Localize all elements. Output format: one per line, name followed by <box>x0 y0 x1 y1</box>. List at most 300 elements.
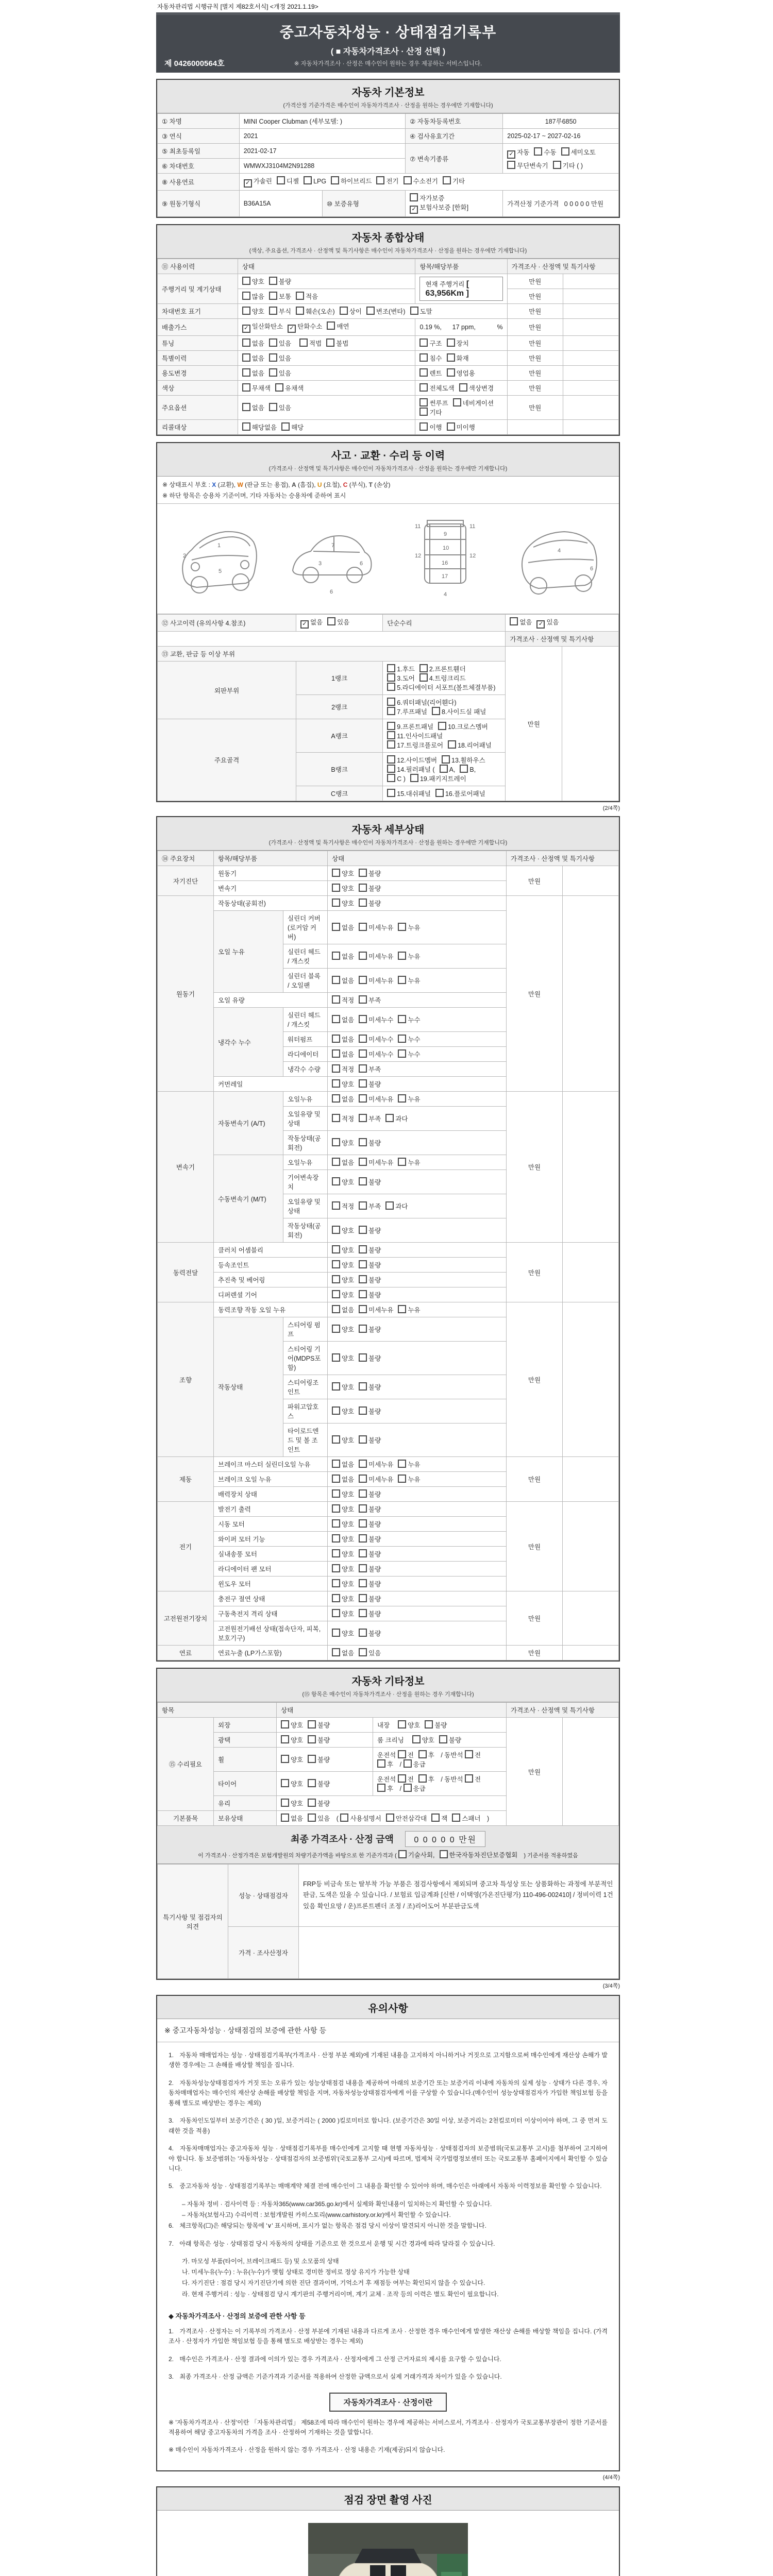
checkbox-option[interactable] <box>359 1260 381 1269</box>
checkbox-option[interactable] <box>269 353 291 363</box>
checkbox-option[interactable] <box>332 899 354 908</box>
checkbox-box[interactable] <box>377 1759 385 1768</box>
checkbox-option[interactable] <box>385 1114 408 1123</box>
checkbox-option[interactable] <box>332 1475 354 1484</box>
checkbox-option[interactable] <box>332 1177 354 1187</box>
checkbox-box[interactable] <box>359 1201 367 1210</box>
checkbox-box[interactable] <box>359 884 367 892</box>
checkbox-box[interactable]: ✓ <box>507 150 515 159</box>
checkbox-box[interactable] <box>440 765 448 773</box>
checkbox-option[interactable] <box>460 765 476 773</box>
checkbox-box[interactable] <box>332 1305 340 1313</box>
checkbox-box[interactable] <box>332 1079 340 1088</box>
checkbox-box[interactable] <box>332 1325 340 1333</box>
checkbox-option[interactable] <box>331 176 372 185</box>
checkbox-option[interactable] <box>332 1079 354 1089</box>
checkbox-option[interactable] <box>242 353 264 363</box>
checkbox-option[interactable] <box>398 1774 414 1784</box>
checkbox-option[interactable] <box>447 353 469 363</box>
checkbox-box[interactable] <box>332 995 340 1004</box>
checkbox-option[interactable] <box>269 307 291 316</box>
checkbox-box[interactable] <box>308 1814 316 1822</box>
checkbox-box[interactable] <box>359 1406 367 1415</box>
checkbox-option[interactable] <box>332 1609 354 1618</box>
checkbox-box[interactable] <box>419 398 428 406</box>
checkbox-box[interactable]: ✓ <box>410 206 418 214</box>
checkbox-option[interactable] <box>453 398 494 408</box>
checkbox-option[interactable] <box>332 1094 354 1104</box>
checkbox-option[interactable] <box>425 1720 447 1730</box>
checkbox-box[interactable] <box>419 664 428 672</box>
checkbox-box[interactable] <box>398 952 406 960</box>
checkbox-box[interactable] <box>359 1290 367 1298</box>
checkbox-box[interactable] <box>359 899 367 907</box>
checkbox-box[interactable] <box>359 1564 367 1572</box>
checkbox-box[interactable] <box>332 1064 340 1073</box>
checkbox-box[interactable] <box>332 1475 340 1483</box>
checkbox-option[interactable] <box>332 1435 354 1445</box>
checkbox-box[interactable] <box>359 1275 367 1283</box>
checkbox-box[interactable] <box>510 617 518 625</box>
checkbox-option[interactable] <box>242 292 264 301</box>
checkbox-option[interactable] <box>419 338 442 348</box>
checkbox-option[interactable] <box>332 1489 354 1499</box>
checkbox-option[interactable] <box>332 1564 354 1573</box>
checkbox-box[interactable] <box>359 923 367 931</box>
checkbox-option[interactable] <box>304 176 326 185</box>
checkbox-option[interactable] <box>432 707 486 716</box>
checkbox-box[interactable] <box>398 1774 406 1783</box>
checkbox-option[interactable] <box>269 277 291 286</box>
checkbox-option[interactable] <box>447 422 475 432</box>
checkbox-box[interactable] <box>447 353 455 362</box>
checkbox-box[interactable] <box>419 383 428 392</box>
checkbox-box[interactable] <box>561 147 569 156</box>
checkbox-option[interactable] <box>359 1609 381 1618</box>
checkbox-option[interactable] <box>387 731 443 740</box>
checkbox-option[interactable] <box>359 1475 393 1484</box>
checkbox-box[interactable] <box>308 1779 316 1787</box>
checkbox-box[interactable] <box>419 408 428 416</box>
checkbox-option[interactable] <box>359 1275 381 1284</box>
checkbox-option[interactable] <box>387 698 456 707</box>
checkbox-option[interactable] <box>281 1814 303 1823</box>
checkbox-box[interactable] <box>340 307 348 315</box>
checkbox-box[interactable] <box>332 884 340 892</box>
checkbox-box[interactable] <box>359 1079 367 1088</box>
checkbox-option[interactable] <box>242 338 264 348</box>
checkbox-option[interactable] <box>359 1158 393 1167</box>
checkbox-box[interactable] <box>281 1799 289 1807</box>
checkbox-box[interactable] <box>398 1049 406 1058</box>
checkbox-box[interactable] <box>308 1735 316 1743</box>
checkbox-option[interactable] <box>447 368 475 378</box>
checkbox-box[interactable] <box>359 1504 367 1513</box>
checkbox-option[interactable] <box>332 1504 354 1514</box>
checkbox-option[interactable] <box>359 1382 381 1392</box>
checkbox-option[interactable] <box>398 976 420 985</box>
checkbox-option[interactable] <box>398 952 420 961</box>
checkbox-box[interactable] <box>418 1774 427 1783</box>
checkbox-box[interactable] <box>308 1755 316 1763</box>
checkbox-box[interactable] <box>332 1015 340 1023</box>
checkbox-box[interactable] <box>398 1158 406 1166</box>
checkbox-option[interactable] <box>359 1460 393 1469</box>
checkbox-box[interactable] <box>359 1489 367 1498</box>
checkbox-option[interactable] <box>386 1814 427 1823</box>
checkbox-option[interactable] <box>281 1799 303 1808</box>
checkbox-box[interactable] <box>332 1648 340 1656</box>
checkbox-option[interactable] <box>507 161 548 170</box>
checkbox-option[interactable] <box>308 1735 330 1744</box>
checkbox-option[interactable] <box>332 1460 354 1469</box>
checkbox-option[interactable] <box>281 1735 303 1744</box>
checkbox-option[interactable] <box>387 765 434 774</box>
checkbox-option[interactable] <box>553 161 583 170</box>
checkbox-option[interactable] <box>359 1064 381 1074</box>
checkbox-box[interactable] <box>425 1720 433 1728</box>
checkbox-option[interactable] <box>332 1629 354 1638</box>
checkbox-option[interactable] <box>359 1435 381 1445</box>
checkbox-option[interactable] <box>359 1594 381 1603</box>
checkbox-option[interactable] <box>332 976 354 985</box>
checkbox-option[interactable] <box>332 1549 354 1558</box>
checkbox-option[interactable] <box>359 1015 393 1024</box>
checkbox-box[interactable] <box>359 1534 367 1543</box>
checkbox-option[interactable] <box>410 307 432 316</box>
checkbox-box[interactable] <box>332 1534 340 1543</box>
checkbox-box[interactable] <box>387 731 395 739</box>
checkbox-option[interactable] <box>327 617 349 626</box>
checkbox-box[interactable] <box>359 1460 367 1468</box>
checkbox-option[interactable] <box>419 353 442 363</box>
checkbox-option[interactable] <box>359 1245 381 1255</box>
checkbox-box[interactable] <box>359 1049 367 1058</box>
checkbox-box[interactable] <box>447 338 455 347</box>
checkbox-box[interactable] <box>332 1579 340 1587</box>
checkbox-option[interactable] <box>327 321 349 331</box>
checkbox-option[interactable] <box>359 1325 381 1334</box>
checkbox-option[interactable] <box>281 1779 303 1788</box>
checkbox-option[interactable] <box>277 176 299 185</box>
checkbox-box[interactable] <box>387 698 395 706</box>
checkbox-box[interactable] <box>269 307 277 315</box>
checkbox-box[interactable] <box>534 147 542 156</box>
checkbox-option[interactable] <box>418 1750 434 1759</box>
checkbox-box[interactable] <box>398 1475 406 1483</box>
checkbox-option[interactable] <box>359 1049 393 1059</box>
checkbox-option[interactable] <box>332 1382 354 1392</box>
checkbox-option[interactable] <box>431 1814 447 1823</box>
checkbox-box[interactable] <box>359 1325 367 1333</box>
checkbox-option[interactable] <box>332 1035 354 1044</box>
checkbox-box[interactable] <box>359 952 367 960</box>
checkbox-option[interactable] <box>410 202 468 214</box>
checkbox-box[interactable] <box>275 383 283 392</box>
checkbox-box[interactable] <box>412 1735 421 1743</box>
checkbox-box[interactable] <box>332 1138 340 1146</box>
checkbox-box[interactable] <box>332 1275 340 1283</box>
checkbox-option[interactable] <box>377 1759 393 1769</box>
checkbox-box[interactable] <box>459 383 467 392</box>
checkbox-box[interactable] <box>332 1519 340 1528</box>
checkbox-box[interactable] <box>332 1290 340 1298</box>
checkbox-option[interactable] <box>439 1735 461 1744</box>
checkbox-option[interactable] <box>452 1814 480 1823</box>
checkbox-box[interactable] <box>332 1245 340 1253</box>
checkbox-option[interactable] <box>332 923 354 932</box>
checkbox-box[interactable] <box>332 1226 340 1234</box>
checkbox-option[interactable] <box>359 923 393 932</box>
checkbox-box[interactable] <box>332 869 340 877</box>
checkbox-box[interactable] <box>326 338 334 347</box>
checkbox-box[interactable] <box>460 765 468 773</box>
checkbox-box[interactable] <box>553 161 561 169</box>
checkbox-box[interactable] <box>387 765 395 773</box>
checkbox-box[interactable] <box>269 353 277 362</box>
checkbox-option[interactable] <box>359 1564 381 1573</box>
checkbox-option[interactable] <box>447 338 469 348</box>
checkbox-box[interactable] <box>359 1629 367 1637</box>
checkbox-box[interactable] <box>299 338 308 347</box>
checkbox-box[interactable] <box>359 1226 367 1234</box>
checkbox-box[interactable] <box>410 307 418 315</box>
checkbox-box[interactable] <box>332 1260 340 1268</box>
checkbox-option[interactable] <box>398 1305 420 1314</box>
checkbox-box[interactable] <box>332 1629 340 1637</box>
checkbox-option[interactable] <box>387 673 415 683</box>
checkbox-box[interactable] <box>332 1177 340 1185</box>
checkbox-option[interactable] <box>242 307 264 316</box>
checkbox-option[interactable] <box>269 292 291 301</box>
checkbox-option[interactable] <box>281 1755 303 1764</box>
checkbox-box[interactable] <box>277 176 285 184</box>
checkbox-option[interactable] <box>387 740 443 750</box>
checkbox-box[interactable] <box>281 1779 289 1787</box>
checkbox-box[interactable] <box>332 1504 340 1513</box>
checkbox-option[interactable] <box>359 869 381 878</box>
checkbox-box[interactable] <box>385 1114 394 1122</box>
checkbox-option[interactable] <box>359 1519 381 1529</box>
checkbox-option[interactable] <box>242 368 264 378</box>
checkbox-box[interactable] <box>387 664 395 672</box>
checkbox-option[interactable] <box>419 408 442 417</box>
checkbox-option[interactable] <box>359 1094 393 1104</box>
checkbox-option[interactable] <box>332 1245 354 1255</box>
checkbox-option[interactable] <box>359 1406 381 1416</box>
checkbox-box[interactable] <box>281 1720 289 1728</box>
checkbox-option[interactable] <box>359 1305 393 1314</box>
checkbox-box[interactable] <box>359 1245 367 1253</box>
checkbox-box[interactable] <box>340 1814 348 1822</box>
checkbox-box[interactable] <box>359 995 367 1004</box>
checkbox-option[interactable] <box>410 193 444 202</box>
checkbox-option[interactable] <box>275 383 304 393</box>
checkbox-option[interactable] <box>359 1353 381 1363</box>
checkbox-box[interactable] <box>438 722 446 730</box>
checkbox-option[interactable] <box>359 995 381 1005</box>
checkbox-box[interactable] <box>242 422 250 431</box>
checkbox-box[interactable] <box>308 1720 316 1728</box>
checkbox-box[interactable] <box>308 1799 316 1807</box>
checkbox-option[interactable] <box>332 1290 354 1299</box>
checkbox-option[interactable] <box>398 923 420 932</box>
checkbox-box[interactable] <box>359 1158 367 1166</box>
checkbox-box[interactable] <box>419 422 428 431</box>
checkbox-box[interactable] <box>387 683 395 691</box>
checkbox-box[interactable] <box>332 1353 340 1362</box>
checkbox-box[interactable] <box>387 789 395 797</box>
checkbox-box[interactable] <box>418 1750 427 1758</box>
checkbox-box[interactable] <box>387 774 395 782</box>
checkbox-box[interactable] <box>359 1305 367 1313</box>
checkbox-box[interactable] <box>359 1519 367 1528</box>
checkbox-option[interactable] <box>398 1035 420 1044</box>
checkbox-option[interactable] <box>332 1260 354 1269</box>
checkbox-option[interactable] <box>308 1799 330 1808</box>
checkbox-box[interactable] <box>447 368 455 377</box>
checkbox-box[interactable] <box>359 1064 367 1073</box>
checkbox-option[interactable] <box>442 755 485 765</box>
checkbox-option[interactable] <box>332 1049 354 1059</box>
checkbox-option[interactable] <box>435 789 485 798</box>
checkbox-box[interactable] <box>404 176 412 184</box>
checkbox-option[interactable] <box>359 1177 381 1187</box>
checkbox-box[interactable] <box>359 1353 367 1362</box>
checkbox-box[interactable] <box>386 1814 394 1822</box>
checkbox-box[interactable] <box>435 789 444 797</box>
checkbox-box[interactable] <box>387 755 395 764</box>
checkbox-box[interactable] <box>404 1784 412 1792</box>
checkbox-option[interactable] <box>359 1489 381 1499</box>
checkbox-option[interactable] <box>440 1850 518 1859</box>
checkbox-option[interactable] <box>332 1114 354 1123</box>
checkbox-option[interactable] <box>332 1406 354 1416</box>
checkbox-option[interactable] <box>242 277 264 286</box>
checkbox-box[interactable] <box>269 403 277 411</box>
checkbox-option[interactable] <box>340 1814 381 1823</box>
checkbox-option[interactable] <box>332 884 354 893</box>
checkbox-box[interactable] <box>296 307 304 315</box>
checkbox-box[interactable] <box>332 1460 340 1468</box>
checkbox-option[interactable] <box>359 1648 381 1657</box>
checkbox-box[interactable] <box>419 338 428 347</box>
checkbox-box[interactable] <box>377 1784 385 1792</box>
checkbox-box[interactable] <box>332 1435 340 1444</box>
checkbox-option[interactable] <box>332 1594 354 1603</box>
checkbox-option[interactable] <box>359 1534 381 1544</box>
checkbox-option[interactable] <box>404 176 438 185</box>
checkbox-option[interactable] <box>359 884 381 893</box>
checkbox-option[interactable] <box>332 1201 354 1211</box>
checkbox-option[interactable] <box>359 952 393 961</box>
checkbox-box[interactable] <box>359 1594 367 1602</box>
checkbox-box[interactable] <box>332 1609 340 1617</box>
checkbox-option[interactable] <box>296 292 318 301</box>
checkbox-box[interactable] <box>465 1750 473 1758</box>
checkbox-option[interactable] <box>398 1475 420 1484</box>
checkbox-box[interactable] <box>281 1755 289 1763</box>
checkbox-option[interactable] <box>308 1814 330 1823</box>
checkbox-box[interactable] <box>432 707 440 715</box>
checkbox-box[interactable] <box>385 1201 394 1210</box>
checkbox-box[interactable] <box>453 398 461 406</box>
checkbox-option[interactable] <box>387 722 433 731</box>
checkbox-box[interactable] <box>442 755 450 764</box>
checkbox-option[interactable] <box>510 617 532 626</box>
checkbox-box[interactable]: ✓ <box>536 620 545 629</box>
checkbox-option[interactable] <box>299 338 322 348</box>
checkbox-option[interactable] <box>419 422 442 432</box>
checkbox-box[interactable] <box>332 1564 340 1572</box>
checkbox-box[interactable] <box>398 1720 406 1728</box>
checkbox-option[interactable] <box>419 368 442 378</box>
checkbox-option[interactable] <box>359 1114 381 1123</box>
checkbox-option[interactable] <box>385 1201 408 1211</box>
checkbox-box[interactable] <box>327 617 335 625</box>
checkbox-box[interactable] <box>332 1406 340 1415</box>
checkbox-option[interactable] <box>398 1720 420 1730</box>
checkbox-option[interactable] <box>332 1226 354 1235</box>
checkbox-box[interactable] <box>332 1158 340 1166</box>
checkbox-option[interactable] <box>281 422 304 432</box>
checkbox-box[interactable]: ✓ <box>300 620 309 629</box>
checkbox-option[interactable] <box>332 1305 354 1314</box>
checkbox-box[interactable] <box>419 673 428 682</box>
checkbox-box[interactable] <box>440 1850 448 1858</box>
checkbox-box[interactable] <box>387 722 395 730</box>
checkbox-box[interactable] <box>332 1049 340 1058</box>
checkbox-option[interactable] <box>332 1064 354 1074</box>
checkbox-box[interactable] <box>332 952 340 960</box>
checkbox-box[interactable] <box>359 1475 367 1483</box>
checkbox-box[interactable] <box>398 1460 406 1468</box>
checkbox-option[interactable] <box>359 1629 381 1638</box>
checkbox-box[interactable] <box>387 707 395 715</box>
checkbox-box[interactable] <box>269 338 277 347</box>
checkbox-box[interactable] <box>332 1594 340 1602</box>
checkbox-box[interactable] <box>281 1814 289 1822</box>
checkbox-box[interactable]: ✓ <box>244 179 252 188</box>
checkbox-option[interactable] <box>332 952 354 961</box>
checkbox-box[interactable] <box>269 368 277 377</box>
checkbox-box[interactable] <box>465 1774 473 1783</box>
checkbox-option[interactable] <box>308 1720 330 1730</box>
checkbox-option[interactable] <box>387 789 431 798</box>
checkbox-option[interactable] <box>561 147 596 157</box>
checkbox-box[interactable] <box>410 774 418 782</box>
checkbox-option[interactable] <box>359 976 393 985</box>
checkbox-option[interactable] <box>359 1579 381 1588</box>
checkbox-box[interactable] <box>359 1549 367 1557</box>
checkbox-option[interactable] <box>507 147 529 159</box>
checkbox-box[interactable] <box>398 923 406 931</box>
checkbox-box[interactable] <box>242 368 250 377</box>
checkbox-box[interactable] <box>281 1735 289 1743</box>
checkbox-box[interactable] <box>332 1549 340 1557</box>
checkbox-option[interactable] <box>398 1460 420 1469</box>
checkbox-box[interactable] <box>419 353 428 362</box>
checkbox-option[interactable] <box>359 1201 381 1211</box>
checkbox-box[interactable] <box>332 1114 340 1122</box>
checkbox-box[interactable] <box>398 1094 406 1103</box>
checkbox-box[interactable] <box>398 1750 406 1758</box>
checkbox-option[interactable] <box>438 722 488 731</box>
checkbox-option[interactable] <box>359 1549 381 1558</box>
checkbox-option[interactable] <box>242 383 271 393</box>
checkbox-option[interactable] <box>448 740 492 750</box>
checkbox-box[interactable] <box>331 176 339 184</box>
